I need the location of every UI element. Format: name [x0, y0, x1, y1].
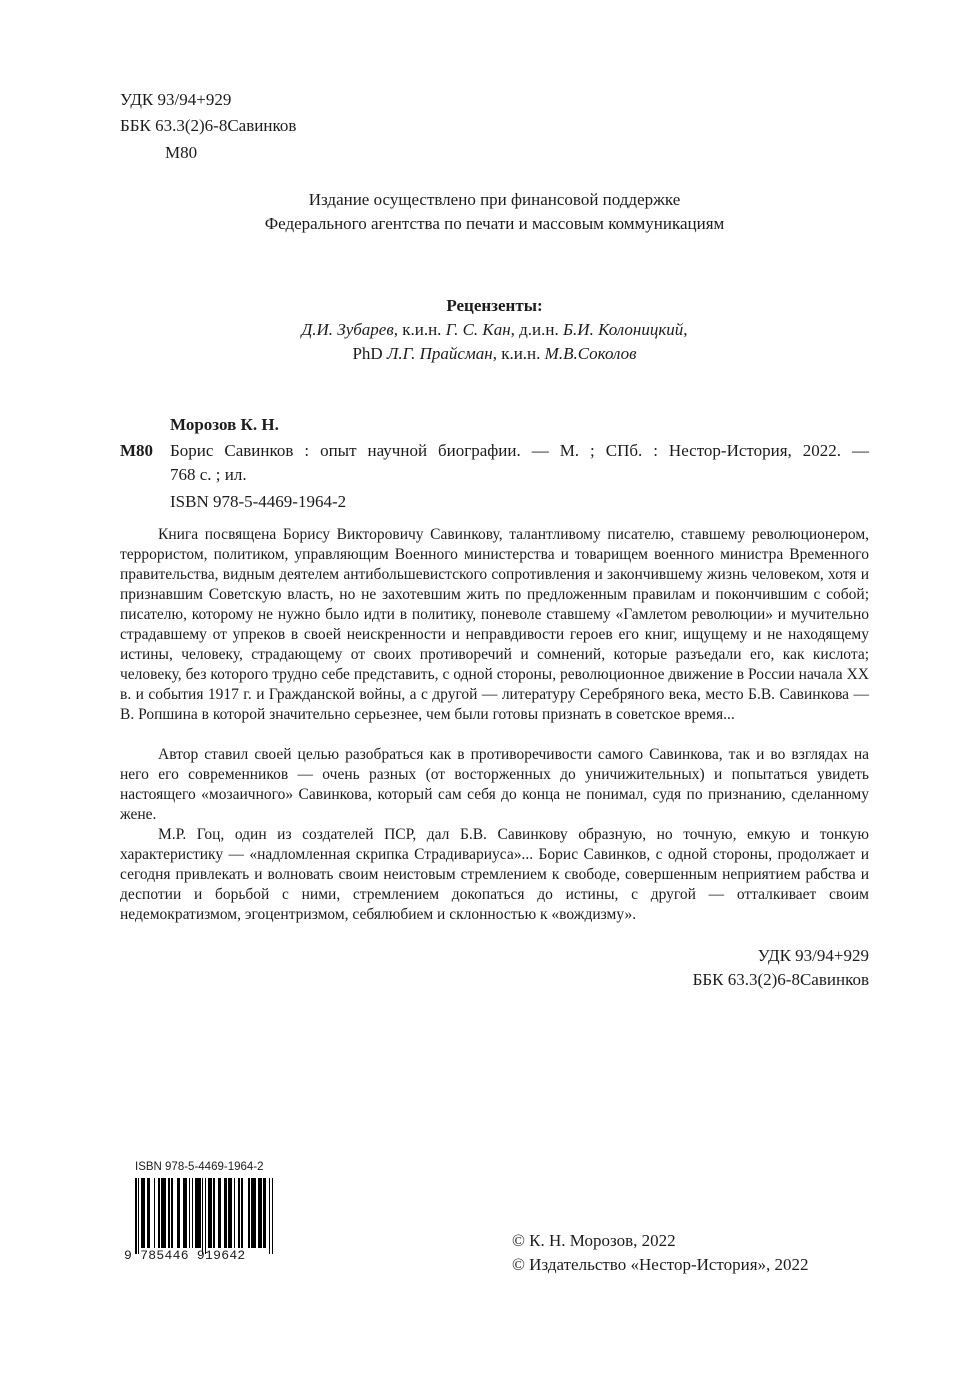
barcode-bar [179, 1178, 181, 1248]
bbk-top: ББК 63.3(2)6-8Савинков [120, 116, 297, 135]
support-notice [120, 188, 869, 236]
barcode-bar [186, 1178, 188, 1248]
barcode-bar [254, 1178, 256, 1248]
reviewers-block [120, 294, 869, 366]
barcode-bar [269, 1178, 271, 1254]
barcode-bar [202, 1178, 204, 1254]
annotation-paragraph-1: Книга посвящена Борису Викторовичу Савинкову, талантливому писателю, ставшему революционером, террористом, политиком, управляющим Военного министерства и товарищем военного министра Временного правительства, видным деятелем антибольшевистского сопротивления и закончившему жизнь человеком, хотя и признавшим Советскую власть, но не захотевшим жить по предложенным правилам и покончившим с собой; писателю, которому не нужно было идти в политику, поневоле ставшему «Гамлетом революции» и мучительно страдавшему от упреков в своей неискренности и неправдивости героев его книг, ищущему и не находящему истины, человеку, страдающему от своих противоречий и сомнений, которые разъедали его, как кислота; человеку, без которого трудно себе представить, с одной стороны, революционное движение в России начала XX в. и события 1917 г. и Гражданской войны, а с другой — литературу Серебряного века, место Б.В. Савинкова — В. Ропшина в которой значительно серьезнее, чем были готовы признать в советское время... [120, 526, 869, 723]
reviewers-line-2-segment: Л.Г. Прайсман [386, 344, 493, 363]
barcode-bar [231, 1178, 233, 1248]
reviewers-heading: Рецензенты: [446, 296, 543, 315]
barcode-bar [164, 1178, 166, 1248]
reviewers-line-2-segment: PhD [352, 344, 387, 363]
reviewers-line-2 [120, 342, 869, 366]
barcode-bar [171, 1178, 173, 1248]
barcode-isbn-label: ISBN 978-5-4469-1964-2 [135, 1161, 264, 1173]
catalog-title-line-1: Борис Савинков : опыт научной биографии. — М. ; СПб. : Нестор-История, 2022. — [170, 441, 869, 460]
reviewers-line-1-segment: , д.и.н. [510, 320, 564, 339]
reviewers-line-1-segment: Д.И. Зубарев [301, 320, 394, 339]
barcode-bar [189, 1178, 191, 1248]
catalog-author: Морозов К. Н. [170, 415, 279, 434]
reviewers-line-1-segment: Б.И. Колоницкий [563, 320, 684, 339]
barcode-bar [144, 1178, 146, 1248]
barcode-bar [158, 1178, 160, 1248]
catalog-isbn: ISBN 978-5-4469-1964-2 [170, 492, 347, 511]
barcode-bar [272, 1178, 274, 1254]
isbn-barcode [135, 1178, 273, 1248]
barcode-bar [241, 1178, 243, 1248]
barcode-bar [225, 1178, 227, 1248]
barcode-bar [213, 1178, 215, 1248]
barcode-bar [260, 1178, 262, 1248]
support-line-2: Федерального агентства по печати и массовым коммуникациям [264, 214, 725, 233]
barcode-digits: 9 785446 919642 [124, 1248, 246, 1263]
barcode-bar [168, 1178, 170, 1248]
reviewers-line-1 [120, 318, 869, 342]
copyright-publisher: © Издательство «Нестор-История», 2022 [512, 1255, 809, 1274]
reviewers-line-1-segment: Г. С. Кан [445, 320, 511, 339]
udk-top: УДК 93/94+929 [120, 90, 232, 109]
barcode-bar [192, 1178, 194, 1248]
barcode-bar [135, 1178, 137, 1254]
udk-bottom: УДК 93/94+929 [757, 946, 869, 965]
barcode-bar [199, 1178, 201, 1248]
author-code-top: М80 [165, 143, 198, 162]
barcode-bar [264, 1178, 266, 1248]
catalog-code: М80 [120, 441, 154, 460]
barcode-bar [234, 1178, 236, 1248]
annotation-paragraph-3: М.Р. Гоц, один из создателей ПСР, дал Б.В. Савинкову образную, но точную, емкую и тонкую характеристику — «надломленная скрипка Страдивариуса»... Борис Савинков, с одной стороны, продолжает и сегодня привлекать и волновать своим неистовым стремлением к свободе, совершенным неприятием рабства и деспотии и борьбой с ними, стремлением докопаться до истины, с другой — отталкивает своим недемократизмом, эгоцентризмом, себялюбием и склонностью к «вождизму». [120, 826, 869, 923]
reviewers-line-2-segment: , к.и.н. [492, 344, 545, 363]
barcode-bar [211, 1178, 213, 1248]
reviewers-line-1-segment: , [683, 320, 688, 339]
barcode-bar [248, 1178, 250, 1248]
barcode-bar [148, 1178, 150, 1248]
barcode-bar [205, 1178, 207, 1254]
copyright-author: © К. Н. Морозов, 2022 [512, 1231, 676, 1250]
support-line-1: Издание осуществлено при финансовой поддержке [308, 190, 681, 209]
reviewers-line-1-segment: , к.и.н. [393, 320, 446, 339]
barcode-bar [154, 1178, 156, 1248]
bbk-bottom: ББК 63.3(2)6-8Савинков [692, 970, 869, 989]
reviewers-line-2-segment: М.В.Соколов [544, 344, 637, 363]
barcode-bar [238, 1178, 240, 1248]
barcode-bar [138, 1178, 140, 1254]
annotation-paragraph-2: Автор ставил своей целью разобраться как в противоречивости самого Савинкова, так и во взглядах на него его современников — очень разных (от восторженных до уничижительных) и попытаться увидеть настоящего «мозаичного» Савинкова, который сам себя до конца не понимал, судя по признанию, сделанному жене. [120, 746, 869, 823]
barcode-bar [219, 1178, 221, 1248]
catalog-title-line-2: 768 с. ; ил. [170, 465, 247, 484]
